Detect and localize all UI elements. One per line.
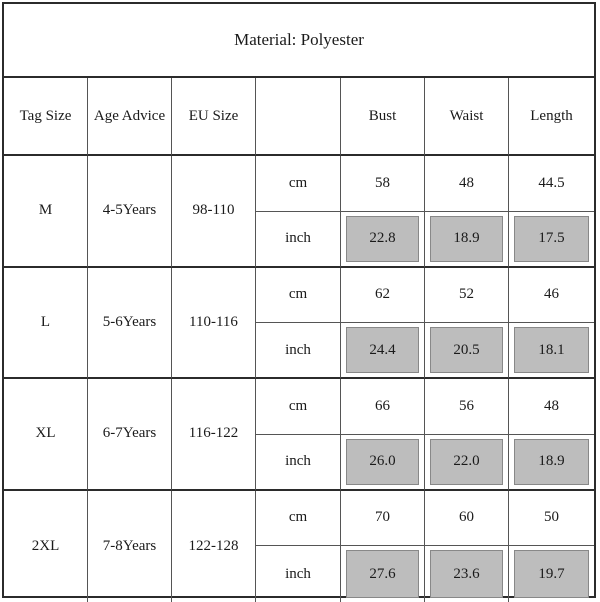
chart-title: Material: Polyester xyxy=(4,4,594,78)
eu-size-cell: 116-122 xyxy=(172,379,256,491)
size-chart xyxy=(2,2,596,598)
header-tag-size: Tag Size xyxy=(4,78,88,156)
age-advice-cell: 4-5Years xyxy=(88,156,172,268)
bust-cell: 26.0 xyxy=(346,439,419,485)
bust-cell: 70 xyxy=(341,491,425,547)
waist-cell: 60 xyxy=(425,491,509,547)
header-waist: Waist xyxy=(425,78,509,156)
length-cell: 19.7 xyxy=(514,550,589,598)
unit-cell: inch xyxy=(256,323,341,379)
length-cell: 50 xyxy=(509,491,594,547)
header-bust: Bust xyxy=(341,78,425,156)
tag-size-cell: 2XL xyxy=(4,491,88,602)
age-advice-cell: 5-6Years xyxy=(88,268,172,380)
tag-size-cell: M xyxy=(4,156,88,268)
length-cell: 46 xyxy=(509,268,594,324)
waist-cell: 52 xyxy=(425,268,509,324)
length-cell: 48 xyxy=(509,379,594,435)
header-length: Length xyxy=(509,78,594,156)
unit-cell: cm xyxy=(256,156,341,212)
bust-cell: 24.4 xyxy=(346,327,419,373)
waist-cell: 18.9 xyxy=(430,216,503,262)
bust-cell: 66 xyxy=(341,379,425,435)
header-unit xyxy=(256,78,341,156)
header-age-advice: Age Advice xyxy=(88,78,172,156)
waist-cell: 23.6 xyxy=(430,550,503,598)
unit-cell: inch xyxy=(256,546,341,602)
length-cell: 17.5 xyxy=(514,216,589,262)
bust-cell: 58 xyxy=(341,156,425,212)
header-eu-size: EU Size xyxy=(172,78,256,156)
length-cell: 18.1 xyxy=(514,327,589,373)
unit-cell: cm xyxy=(256,379,341,435)
tag-size-cell: L xyxy=(4,268,88,380)
unit-cell: inch xyxy=(256,212,341,268)
tag-size-cell: XL xyxy=(4,379,88,491)
unit-cell: cm xyxy=(256,491,341,547)
eu-size-cell: 122-128 xyxy=(172,491,256,602)
eu-size-cell: 98-110 xyxy=(172,156,256,268)
length-cell: 44.5 xyxy=(509,156,594,212)
eu-size-cell: 110-116 xyxy=(172,268,256,380)
age-advice-cell: 6-7Years xyxy=(88,379,172,491)
bust-cell: 27.6 xyxy=(346,550,419,598)
waist-cell: 22.0 xyxy=(430,439,503,485)
length-cell: 18.9 xyxy=(514,439,589,485)
bust-cell: 62 xyxy=(341,268,425,324)
size-table xyxy=(4,78,594,600)
waist-cell: 56 xyxy=(425,379,509,435)
waist-cell: 20.5 xyxy=(430,327,503,373)
waist-cell: 48 xyxy=(425,156,509,212)
bust-cell: 22.8 xyxy=(346,216,419,262)
unit-cell: cm xyxy=(256,268,341,324)
age-advice-cell: 7-8Years xyxy=(88,491,172,602)
unit-cell: inch xyxy=(256,435,341,491)
